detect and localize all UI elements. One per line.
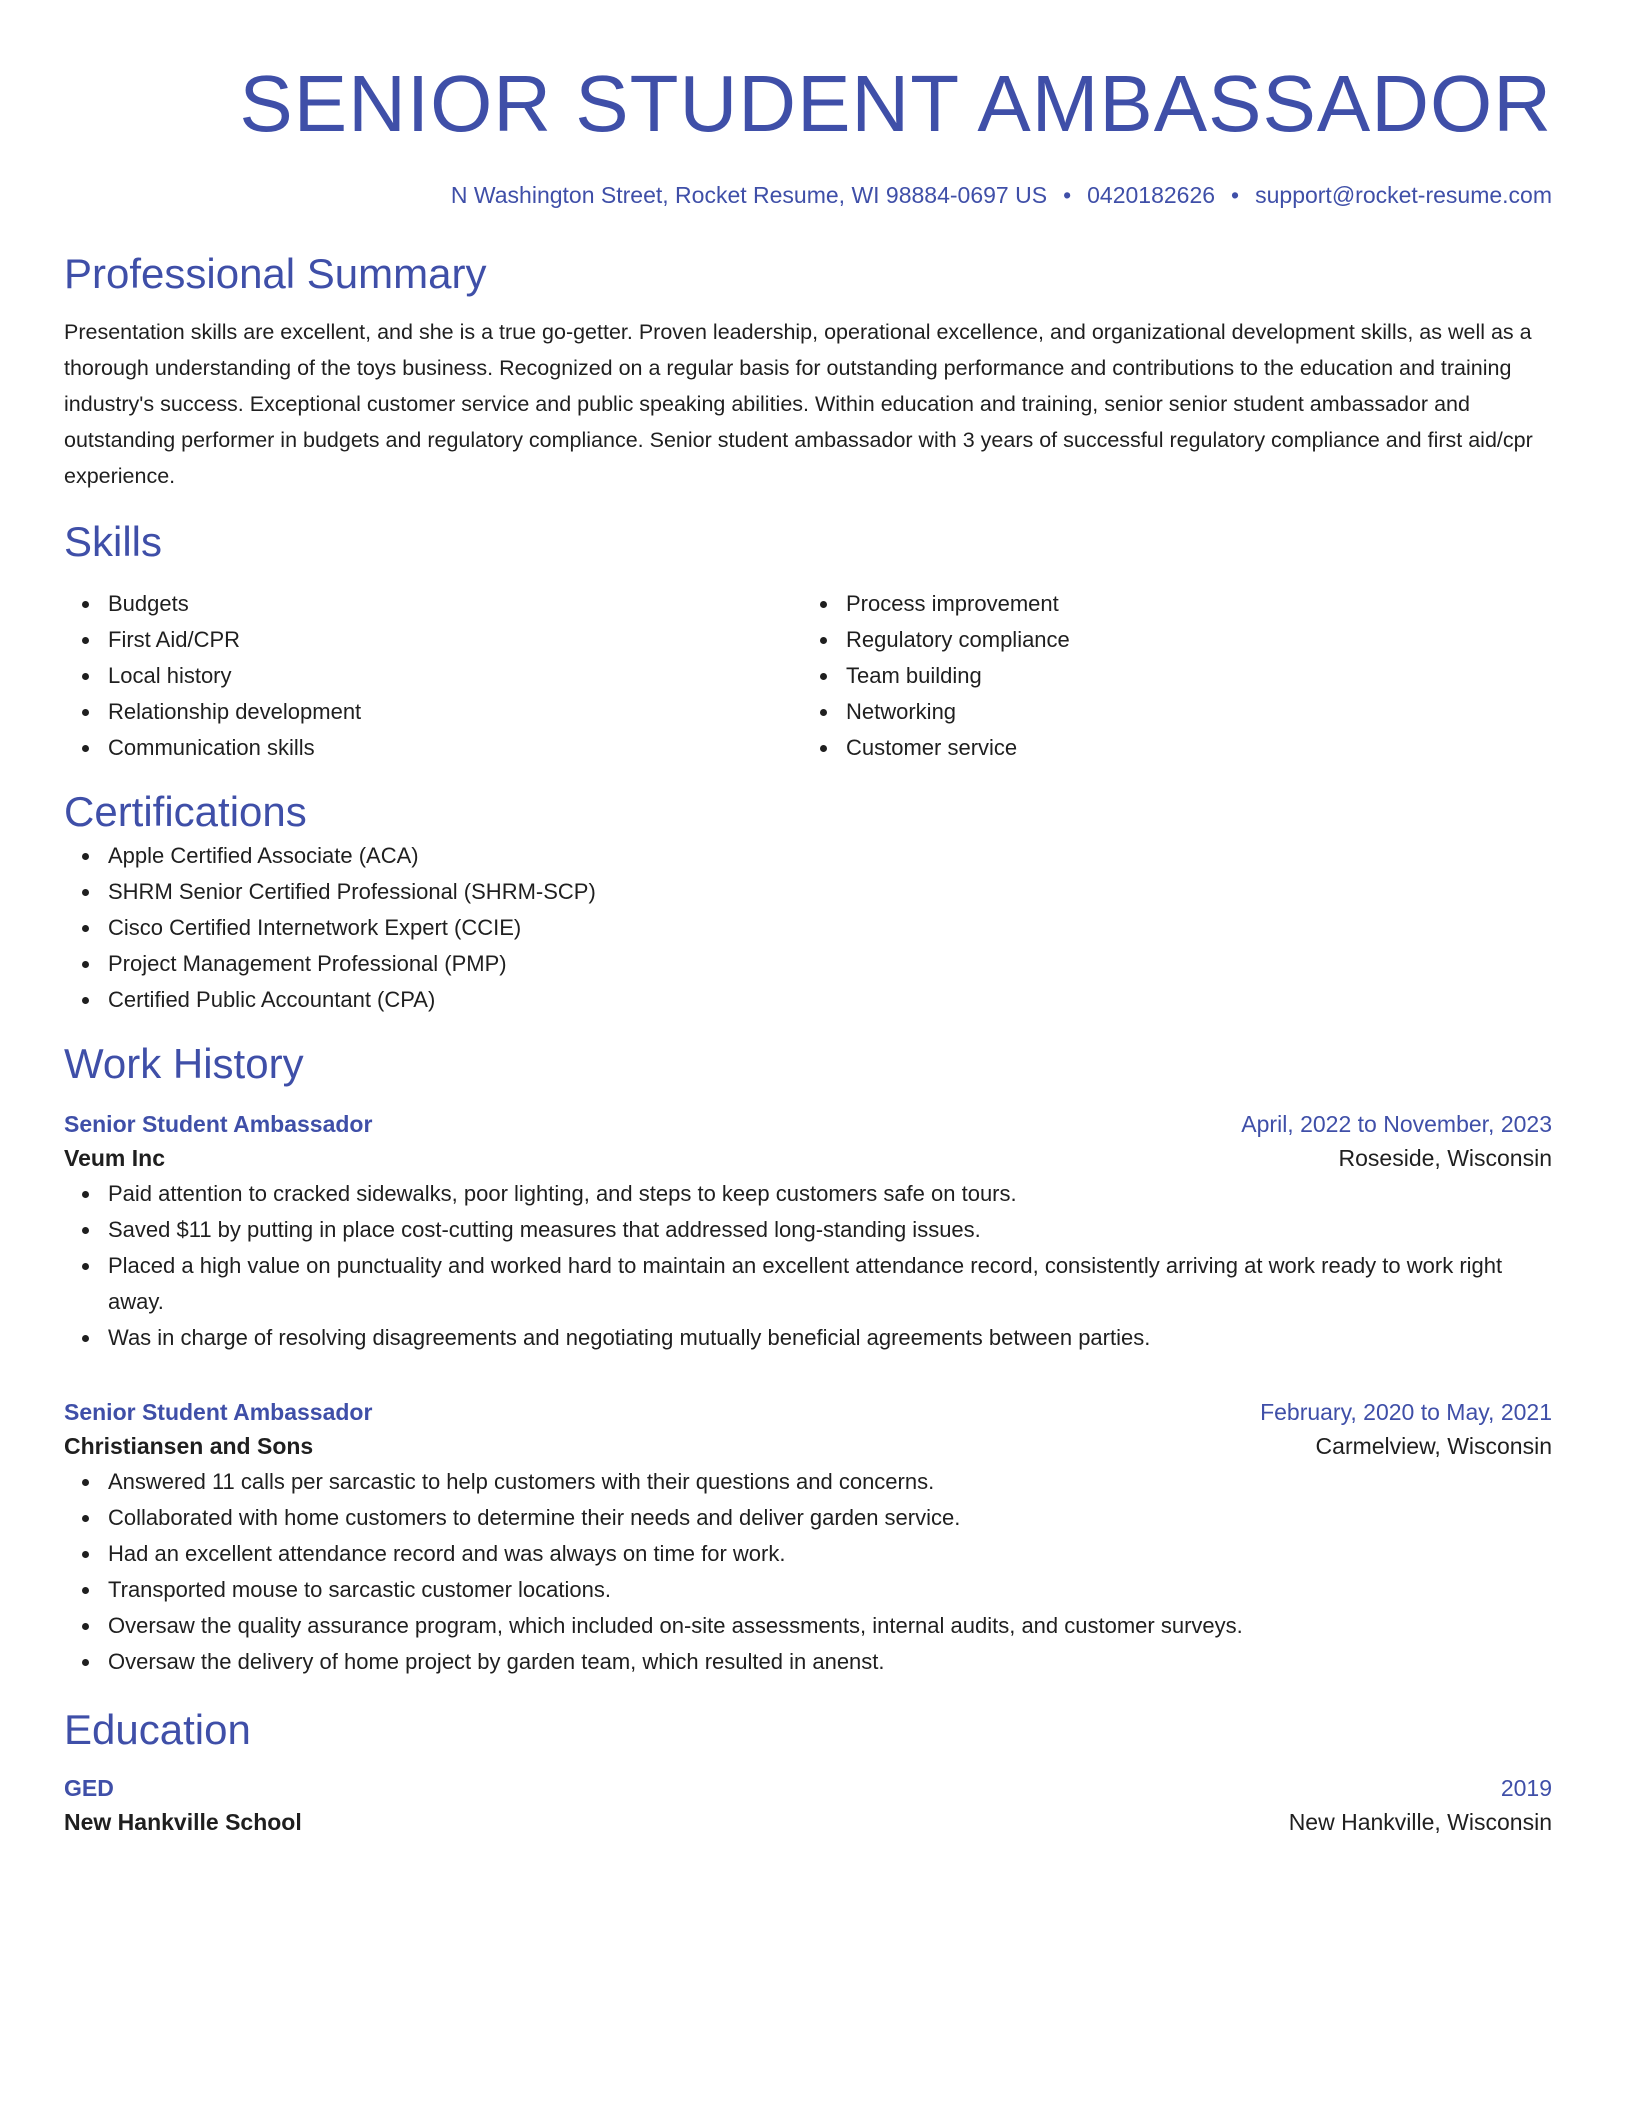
education-location: New Hankville, Wisconsin bbox=[1288, 1809, 1552, 1835]
job-bullet: Collaborated with home customers to determine their needs and deliver garden service. bbox=[108, 1500, 1552, 1536]
certification-item: Cisco Certified Internetwork Expert (CCIE) bbox=[108, 910, 1552, 946]
skill-item: Team building bbox=[846, 658, 1552, 694]
skill-item: Networking bbox=[846, 694, 1552, 730]
education-year: 2019 bbox=[1500, 1775, 1552, 1801]
job-bullet: Oversaw the delivery of home project by garden team, which resulted in anenst. bbox=[108, 1644, 1552, 1680]
job-bullet: Saved $11 by putting in place cost-cutting measures that addressed long-standing issues. bbox=[108, 1212, 1552, 1248]
education-entry bbox=[64, 1772, 1552, 1840]
job-bullets bbox=[64, 1464, 1552, 1680]
education-section bbox=[64, 1704, 1552, 1840]
job-bullet: Was in charge of resolving disagreements and negotiating mutually beneficial agreements between parties. bbox=[108, 1320, 1552, 1356]
skills-list-right bbox=[802, 586, 1552, 766]
job-bullets bbox=[64, 1176, 1552, 1356]
job-header bbox=[64, 1108, 1552, 1140]
contact-line bbox=[64, 180, 1552, 210]
certifications-list bbox=[64, 838, 1552, 1018]
skills-heading: Skills bbox=[64, 518, 163, 565]
job-bullet: Placed a high value on punctuality and worked hard to maintain an excellent attendance record, consistently arriving at work ready to work right away. bbox=[108, 1248, 1552, 1320]
job-bullet: Answered 11 calls per sarcastic to help customers with their questions and concerns. bbox=[108, 1464, 1552, 1500]
job-bullet: Transported mouse to sarcastic customer locations. bbox=[108, 1572, 1552, 1608]
education-header bbox=[64, 1772, 1552, 1804]
job-bullet: Paid attention to cracked sidewalks, poor lighting, and steps to keep customers safe on tours. bbox=[108, 1176, 1552, 1212]
job-entry bbox=[64, 1396, 1552, 1680]
certifications-section bbox=[64, 786, 1552, 1018]
summary-text: Presentation skills are excellent, and she is a true go-getter. Proven leadership, operational excellence, and organizational development skills, as well as a thorough understanding of the toys business. Recognized on a regular basis for outstanding performance and contributions to the education and training industry's success. Exceptional customer service and public speaking abilities. Within education and training, senior senior student ambassador and outstanding performer in budgets and regulatory compliance. Senior student ambassador with 3 years of successful regulatory compliance and first aid/cpr experience. bbox=[64, 320, 1533, 488]
summary-section bbox=[64, 248, 1552, 494]
contact-separator: • bbox=[1231, 182, 1240, 208]
job-entry bbox=[64, 1108, 1552, 1356]
certification-item: Project Management Professional (PMP) bbox=[108, 946, 1552, 982]
contact-address: N Washington Street, Rocket Resume, WI 98884-0697 US bbox=[450, 182, 1048, 208]
job-title: Senior Student Ambassador bbox=[64, 1399, 373, 1425]
job-employer-row bbox=[64, 1428, 1552, 1464]
education-school: New Hankville School bbox=[64, 1809, 302, 1835]
job-employer-row bbox=[64, 1140, 1552, 1176]
skill-item: Communication skills bbox=[108, 730, 802, 766]
job-location: Carmelview, Wisconsin bbox=[1315, 1433, 1552, 1459]
education-heading: Education bbox=[64, 1706, 251, 1753]
summary-heading: Professional Summary bbox=[64, 250, 487, 297]
resume-title: SENIOR STUDENT AMBASSADOR bbox=[239, 59, 1552, 148]
job-bullet: Oversaw the quality assurance program, which included on-site assessments, internal audits, and customer surveys. bbox=[108, 1608, 1552, 1644]
skills-list-left bbox=[64, 586, 802, 766]
certification-item: SHRM Senior Certified Professional (SHRM-SCP) bbox=[108, 874, 1552, 910]
skill-item: First Aid/CPR bbox=[108, 622, 802, 658]
skill-item: Process improvement bbox=[846, 586, 1552, 622]
work-history-section bbox=[64, 1038, 1552, 1680]
education-school-row bbox=[64, 1804, 1552, 1840]
job-employer: Christiansen and Sons bbox=[64, 1433, 314, 1459]
job-title: Senior Student Ambassador bbox=[64, 1111, 373, 1137]
job-location: Roseside, Wisconsin bbox=[1338, 1145, 1552, 1171]
work-history-heading: Work History bbox=[64, 1040, 304, 1087]
skills-grid bbox=[64, 586, 1552, 766]
job-header bbox=[64, 1396, 1552, 1428]
job-dates: April, 2022 to November, 2023 bbox=[1241, 1111, 1552, 1137]
job-bullet: Had an excellent attendance record and was always on time for work. bbox=[108, 1536, 1552, 1572]
contact-separator: • bbox=[1063, 182, 1072, 208]
contact-phone: 0420182626 bbox=[1087, 182, 1216, 208]
skills-section bbox=[64, 516, 1552, 766]
skill-item: Regulatory compliance bbox=[846, 622, 1552, 658]
certification-item: Certified Public Accountant (CPA) bbox=[108, 982, 1552, 1018]
skill-item: Customer service bbox=[846, 730, 1552, 766]
job-dates: February, 2020 to May, 2021 bbox=[1260, 1399, 1552, 1425]
skill-item: Relationship development bbox=[108, 694, 802, 730]
contact-email: support@rocket-resume.com bbox=[1255, 182, 1552, 208]
certifications-heading: Certifications bbox=[64, 788, 307, 835]
certification-item: Apple Certified Associate (ACA) bbox=[108, 838, 1552, 874]
skill-item: Budgets bbox=[108, 586, 802, 622]
job-employer: Veum Inc bbox=[64, 1145, 165, 1171]
education-degree: GED bbox=[64, 1775, 114, 1801]
skill-item: Local history bbox=[108, 658, 802, 694]
